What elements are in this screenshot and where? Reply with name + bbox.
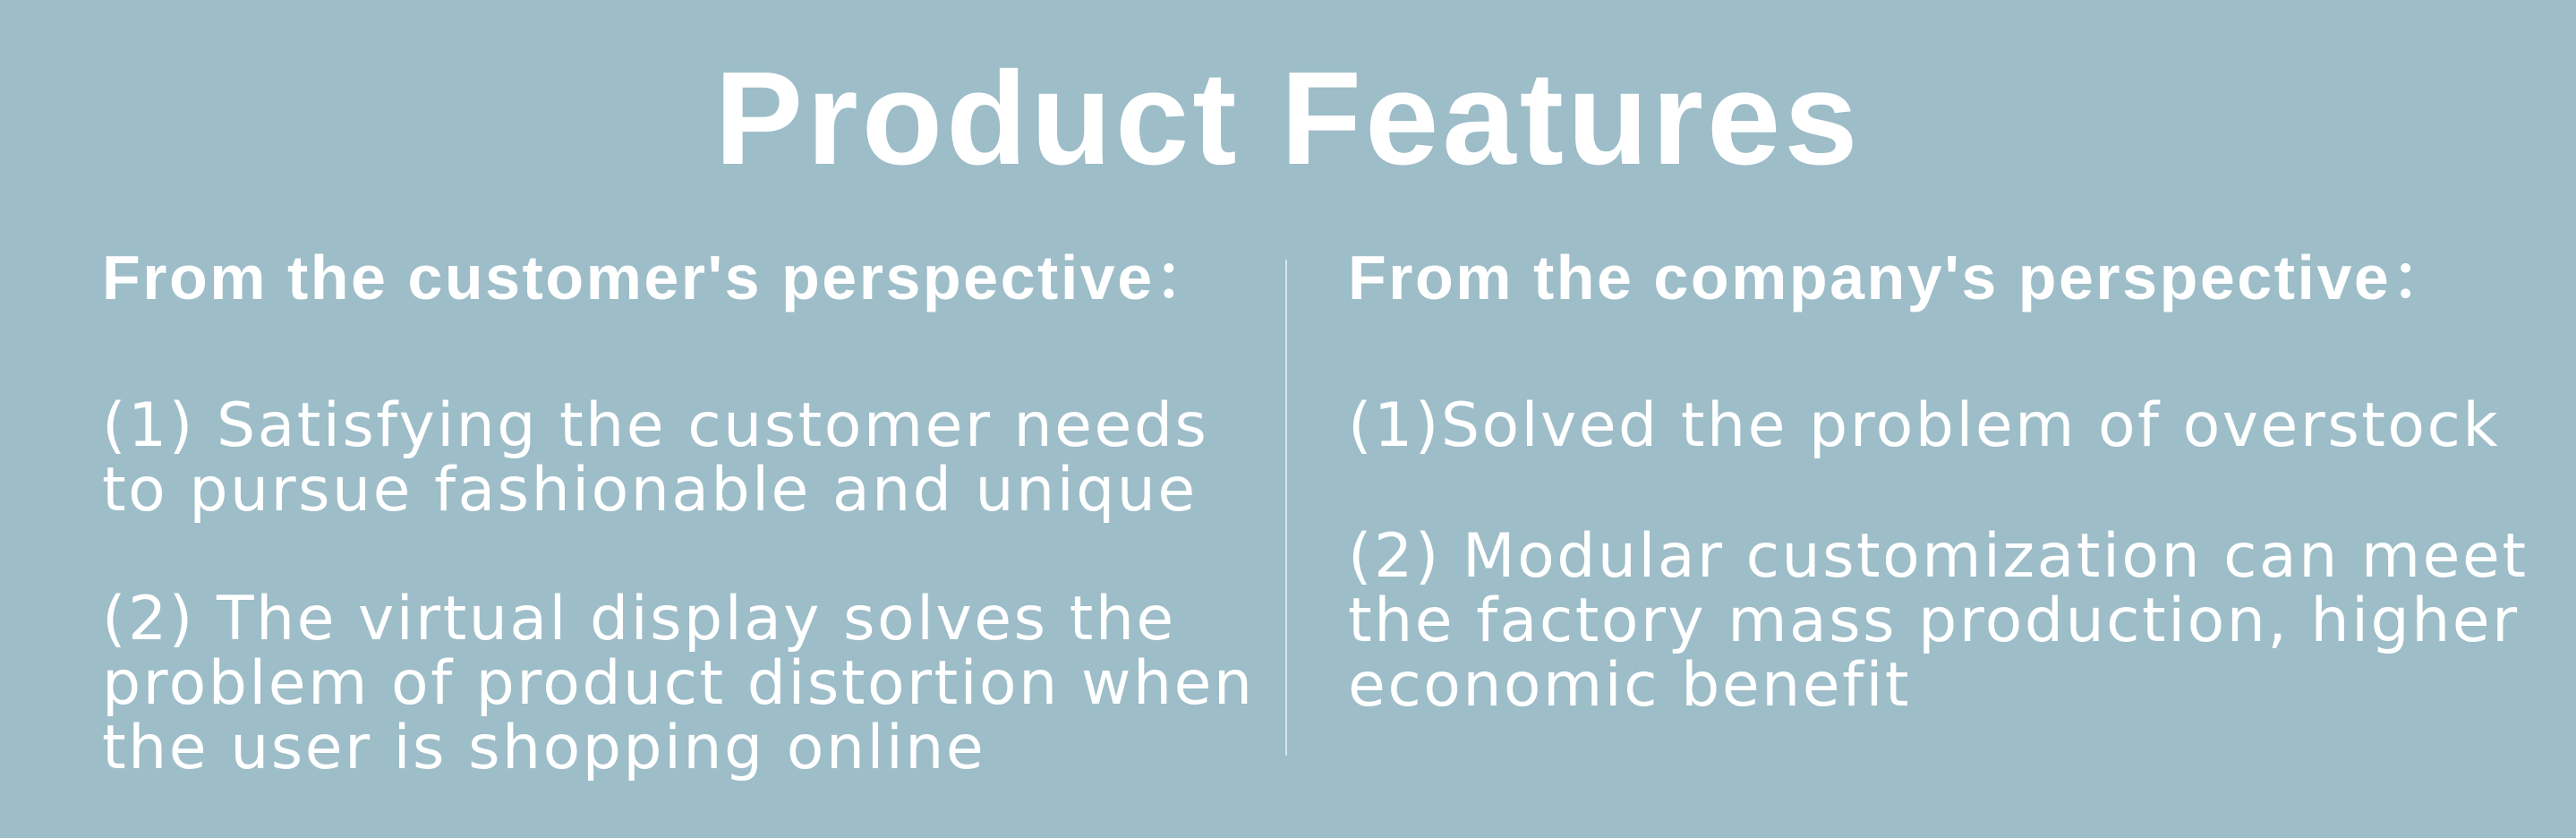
company-perspective-heading: From the company's perspective：	[1348, 243, 2456, 312]
company-point-2: (2) Modular customization can meet the factory mass production, higher economic benefit	[1348, 521, 2529, 721]
company-point-1: (1)Solved the problem of overstock	[1348, 390, 2501, 461]
customer-perspective-section	[102, 242, 1266, 783]
company-perspective-section	[1348, 242, 2547, 721]
customer-perspective-heading: From the customer's perspective：	[102, 243, 1220, 312]
customer-point-1: (1) Satisfying the customer needs to pursue fashionable and unique	[102, 390, 1209, 526]
page-title: Product Features	[714, 45, 1862, 192]
column-divider	[1285, 260, 1287, 756]
customer-point-2: (2) The virtual display solves the problem of product distortion when the user is shopping online	[102, 584, 1255, 783]
